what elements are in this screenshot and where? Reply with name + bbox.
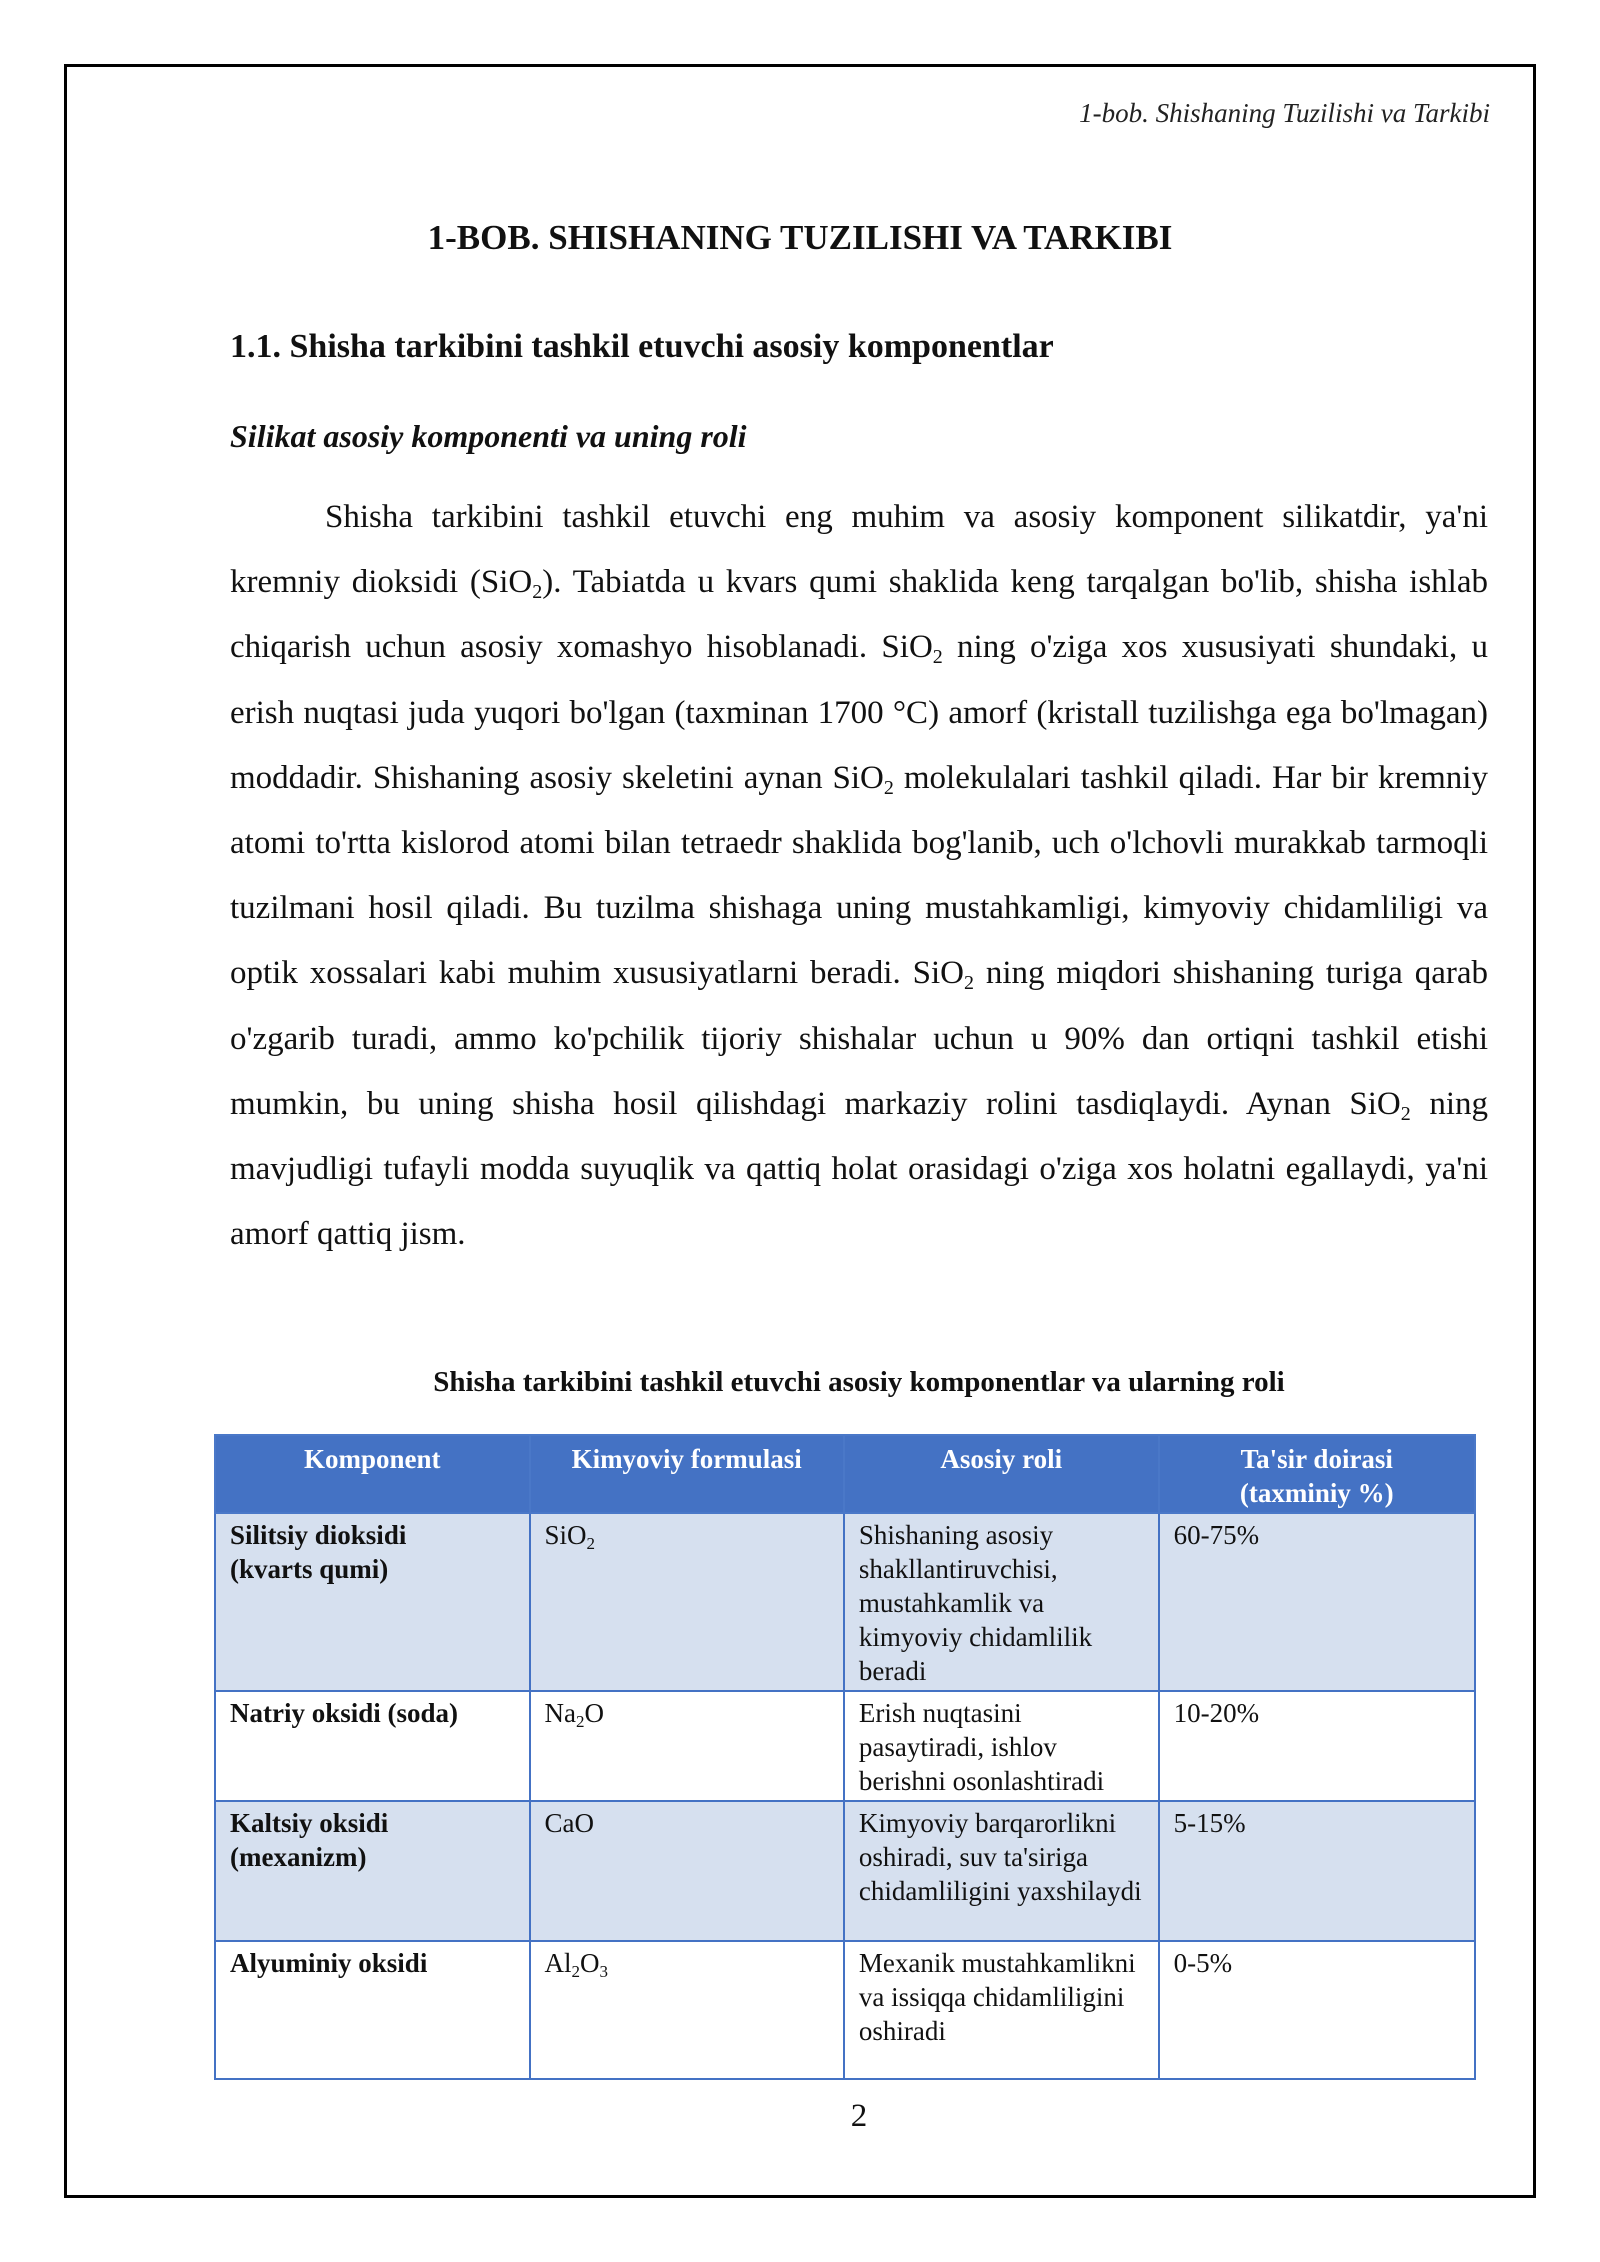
paragraph-text: molekulalari tashkil qiladi. Har bir kremniy atomi to'rtta kislorod atomi bilan tetraedr shaklida bog'lanib, uch o'lchovli murakkab tarmoqli tuzilmani hosil qiladi. Bu tuzilma shishaga uning mustahkamligi, kimyoviy chidamliligi va optik xossalari kabi muhim xususiyatlarni beradi. SiO <box>230 759 1488 992</box>
cell-range: 5-15% <box>1159 1801 1475 1941</box>
component-name: Kaltsiy oksidi <box>230 1808 389 1838</box>
cell-formula <box>530 1513 844 1691</box>
formula-part: CaO <box>544 1808 594 1838</box>
chapter-title: 1-BOB. SHISHANING TUZILISHI VA TARKIBI <box>427 218 1173 257</box>
component-name-note: (kvarts qumi) <box>230 1554 389 1584</box>
component-name: Silitsiy dioksidi <box>230 1520 407 1550</box>
table-row <box>215 1801 1475 1941</box>
cell-formula <box>530 1801 844 1941</box>
page-number: 2 <box>850 2098 868 2134</box>
cell-role: Mexanik mustahkamlikni va issiqqa chidamliligini oshiradi <box>844 1941 1159 2079</box>
formula-subscript: 2 <box>586 1534 596 1553</box>
subscript: 2 <box>883 776 894 799</box>
subscript: 2 <box>963 972 974 995</box>
paragraph-text: ning miqdori shishaning turiga qarab o'zgarib turadi, ammo ko'pchilik tijoriy shishalar uchun u 90% dan ortiqni tashkil etishi mumkin, bu uning shisha hosil qilishdagi markaziy rolini tasdiqlaydi. Aynan SiO <box>230 955 1488 1122</box>
running-header: 1-bob. Shishaning Tuzilishi va Tarkibi <box>1079 98 1490 128</box>
cell-range: 60-75% <box>1159 1513 1475 1691</box>
cell-range: 0-5% <box>1159 1941 1475 2079</box>
cell-formula <box>530 1941 844 2079</box>
cell-role: Shishaning asosiy shakllantiruvchisi, mustahkamlik va kimyoviy chidamlilik beradi <box>844 1513 1159 1691</box>
subsection-title: Silikat asosiy komponenti va uning roli <box>230 418 747 454</box>
header-range-line2: (taxminiy %) <box>1239 1478 1394 1508</box>
cell-component <box>215 1691 530 1801</box>
section-title: 1.1. Shisha tarkibini tashkil etuvchi asosiy komponentlar <box>230 328 1054 365</box>
paragraph-text: ). Tabiatda u kvars qumi shaklida keng tarqalgan bo'lib, shisha ishlab chiqarish uchun asosiy xomashyo hisoblanadi. SiO <box>230 564 1488 666</box>
formula-part: O <box>584 1698 604 1728</box>
table-caption: Shisha tarkibini tashkil etuvchi asosiy komponentlar va ularning roli <box>433 1366 1285 1398</box>
component-name: Natriy oksidi (soda) <box>230 1698 459 1728</box>
cell-formula <box>530 1691 844 1801</box>
formula-subscript: 2 <box>575 1712 585 1731</box>
paragraph-text: Shisha tarkibini tashkil etuvchi eng muhim va asosiy komponent silikatdir, ya'ni kremniy dioksidi (SiO <box>230 499 1488 601</box>
components-table <box>214 1434 1476 2080</box>
table-header-row <box>215 1435 1475 1513</box>
cell-component <box>215 1941 530 2079</box>
table-row <box>215 1691 1475 1801</box>
cell-component <box>215 1801 530 1941</box>
cell-role: Erish nuqtasini pasaytiradi, ishlov berishni osonlashtiradi <box>844 1691 1159 1801</box>
cell-range: 10-20% <box>1159 1691 1475 1801</box>
paragraph-text: ning o'ziga xos xususiyati shundaki, u erish nuqtasi juda yuqori bo'lgan (taxminan 1700 °C) amorf (kristall tuzilishga ega bo'lmagan) moddadir. Shishaning asosiy skeletini aynan SiO <box>230 629 1488 796</box>
component-name-note: (mexanizm) <box>230 1842 367 1872</box>
formula-part: Al <box>544 1948 572 1978</box>
table-row <box>215 1941 1475 2079</box>
component-name: Alyuminiy oksidi <box>230 1948 428 1978</box>
header-range <box>1159 1435 1475 1513</box>
header-range-line1: Ta'sir doirasi <box>1240 1444 1393 1474</box>
subscript: 2 <box>1400 1102 1411 1125</box>
formula-part: SiO <box>544 1520 587 1550</box>
cell-component <box>215 1513 530 1691</box>
paragraph-text: ning mavjudligi tufayli modda suyuqlik va qattiq holat orasidagi o'ziga xos holatni egallaydi, ya'ni amorf qattiq jism. <box>230 1085 1489 1253</box>
body-paragraph <box>230 485 1488 1267</box>
subscript: 2 <box>532 581 543 604</box>
formula-part: O <box>580 1948 600 1978</box>
table-row <box>215 1513 1475 1691</box>
formula-subscript: 2 <box>571 1962 580 1981</box>
header-role: Asosiy roli <box>844 1435 1159 1513</box>
formula-part: Na <box>544 1698 576 1728</box>
header-formula: Kimyoviy formulasi <box>530 1435 844 1513</box>
subscript: 2 <box>932 646 943 669</box>
formula-subscript: 3 <box>599 1962 608 1981</box>
header-component: Komponent <box>215 1435 530 1513</box>
cell-role: Kimyoviy barqarorlikni oshiradi, suv ta'siriga chidamliligini yaxshilaydi <box>844 1801 1159 1941</box>
